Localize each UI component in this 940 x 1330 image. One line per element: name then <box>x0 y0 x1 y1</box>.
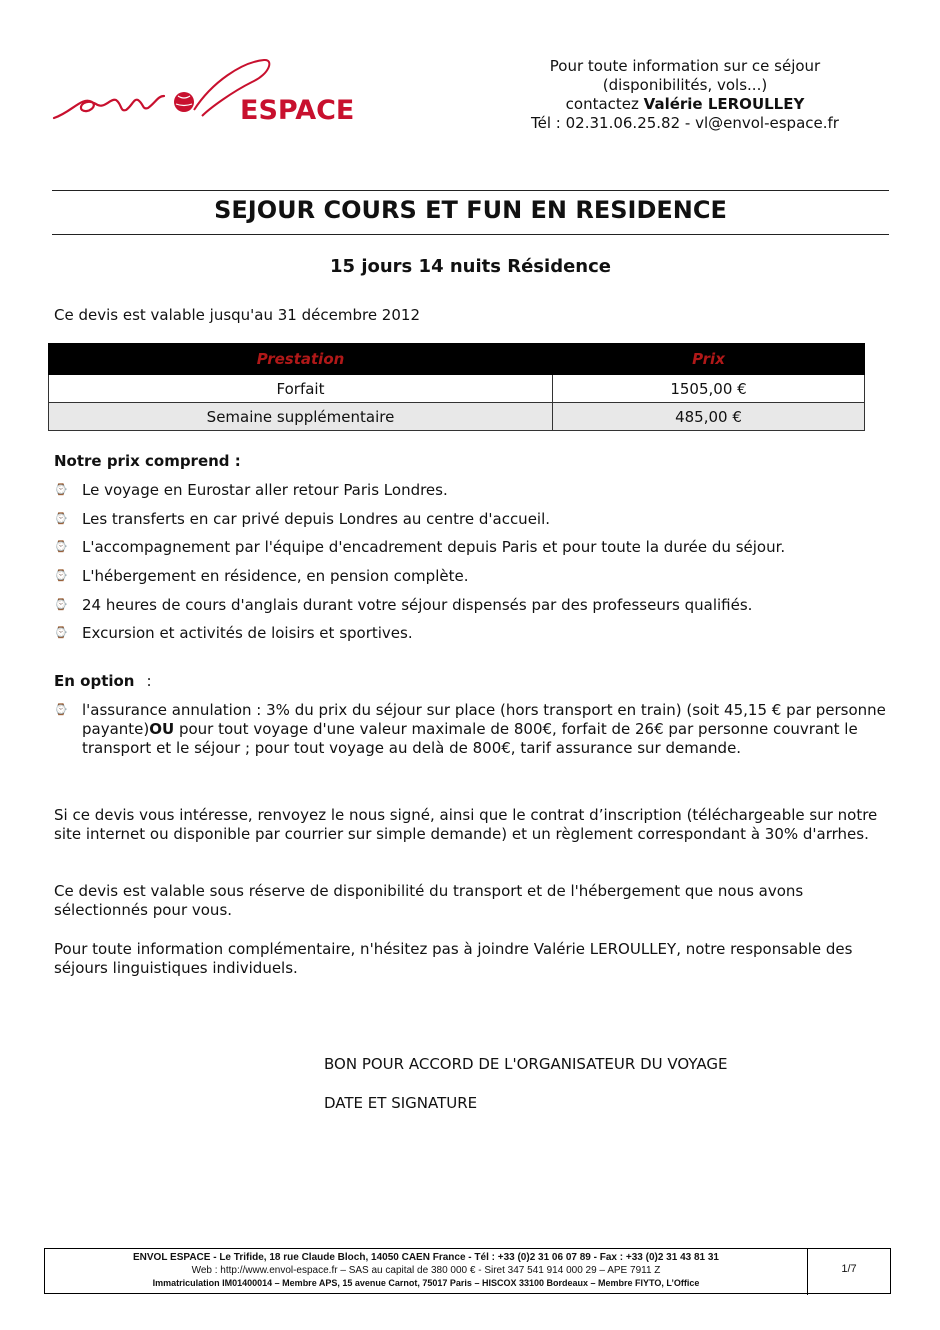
contact-name: Valérie LEROULLEY <box>643 95 805 113</box>
paragraph-signature-request: Si ce devis vous intéresse, renvoyez le nous signé, ainsi que le contrat d’inscription (téléchargeable sur notre site internet ou disponible par courrier sur simple demande) et un règlement correspondant à 30% d'arrhes. <box>54 806 878 843</box>
option-text-a: l'assurance annulation : 3% du prix du séjour sur place (hors transport en train) (soit 45,15 € par personne payante) <box>82 701 886 738</box>
logo-wordmark: ESPACE <box>240 95 355 126</box>
option-title: En option <box>54 672 135 690</box>
clock-bullet-icon: ⌚ <box>54 512 68 525</box>
page-number: 1/7 <box>841 1263 857 1275</box>
option-text-b: pour tout voyage d'une valeur maximale de 800€, forfait de 26€ par personne couvrant le transport et le séjour ; pour tout voyage au delà de 800€, tarif assurance sur demande. <box>82 720 858 757</box>
validity-note: Ce devis est valable jusqu'au 31 décembre 2012 <box>54 306 420 324</box>
row-item: Forfait <box>49 375 553 403</box>
price-table <box>48 343 865 431</box>
option-ou: OU <box>149 720 175 738</box>
header-prestation: Prestation <box>49 344 553 375</box>
table-row <box>49 403 865 431</box>
contact-prefix: contactez <box>565 95 644 113</box>
contact-line-1: Pour toute information sur ce séjour <box>549 57 821 75</box>
clock-bullet-icon: ⌚ <box>54 626 68 639</box>
contact-line-2: (disponibilités, vols...) <box>602 76 768 94</box>
footer-line-3: Immatriculation IM01400014 – Membre APS, 15 avenue Carnot, 75017 Paris – HISCOX 33100 Bordeaux – Membre FIYTO, L’Office <box>152 1278 700 1288</box>
title-rule-top <box>52 190 889 191</box>
includes-title: Notre prix comprend : <box>54 452 241 470</box>
signature-date: DATE ET SIGNATURE <box>324 1094 478 1112</box>
clock-bullet-icon: ⌚ <box>54 483 68 496</box>
option-heading <box>54 672 152 690</box>
title-rule-bottom <box>52 234 889 235</box>
page-subtitle: 15 jours 14 nuits Résidence <box>330 256 611 277</box>
page-title: SEJOUR COURS ET FUN EN RESIDENCE <box>214 196 727 224</box>
paragraph-contact: Pour toute information complémentaire, n'hésitez pas à joindre Valérie LEROULLEY, notre responsable des séjours linguistiques individuels. <box>54 940 853 977</box>
row-item: Semaine supplémentaire <box>49 403 553 431</box>
option-colon: : <box>146 672 152 690</box>
clock-bullet-icon: ⌚ <box>54 540 68 553</box>
contact-line-4: Tél : 02.31.06.25.82 - vl@envol-espace.fr <box>531 114 839 132</box>
paragraph-availability: Ce devis est valable sous réserve de disponibilité du transport et de l'hébergement que nous avons sélectionnés pour vous. <box>54 882 804 919</box>
footer-line-1: ENVOL ESPACE - Le Trifide, 18 rue Claude Bloch, 14050 CAEN France - Tél : +33 (0)2 31 06 07 89 - Fax : +33 (0)2 31 43 81 31 <box>133 1252 719 1263</box>
clock-bullet-icon: ⌚ <box>54 569 68 582</box>
clock-bullet-icon: ⌚ <box>54 703 68 716</box>
envol-espace-logo <box>52 52 372 132</box>
table-row <box>49 375 865 403</box>
contact-line-3 <box>505 95 865 114</box>
header-prix: Prix <box>553 344 865 375</box>
clock-bullet-icon: ⌚ <box>54 598 68 611</box>
row-price: 485,00 € <box>553 403 865 431</box>
contact-block <box>505 57 865 133</box>
footer-company-info <box>45 1249 808 1295</box>
price-table-header <box>49 344 865 375</box>
page-footer <box>44 1248 891 1294</box>
footer-line-2: Web : http://www.envol-espace.fr – SAS au capital de 380 000 € - Siret 347 541 914 000 29 – APE 7911 Z <box>191 1265 661 1276</box>
signature-agreement: BON POUR ACCORD DE L'ORGANISATEUR DU VOYAGE <box>324 1055 728 1073</box>
row-price: 1505,00 € <box>553 375 865 403</box>
